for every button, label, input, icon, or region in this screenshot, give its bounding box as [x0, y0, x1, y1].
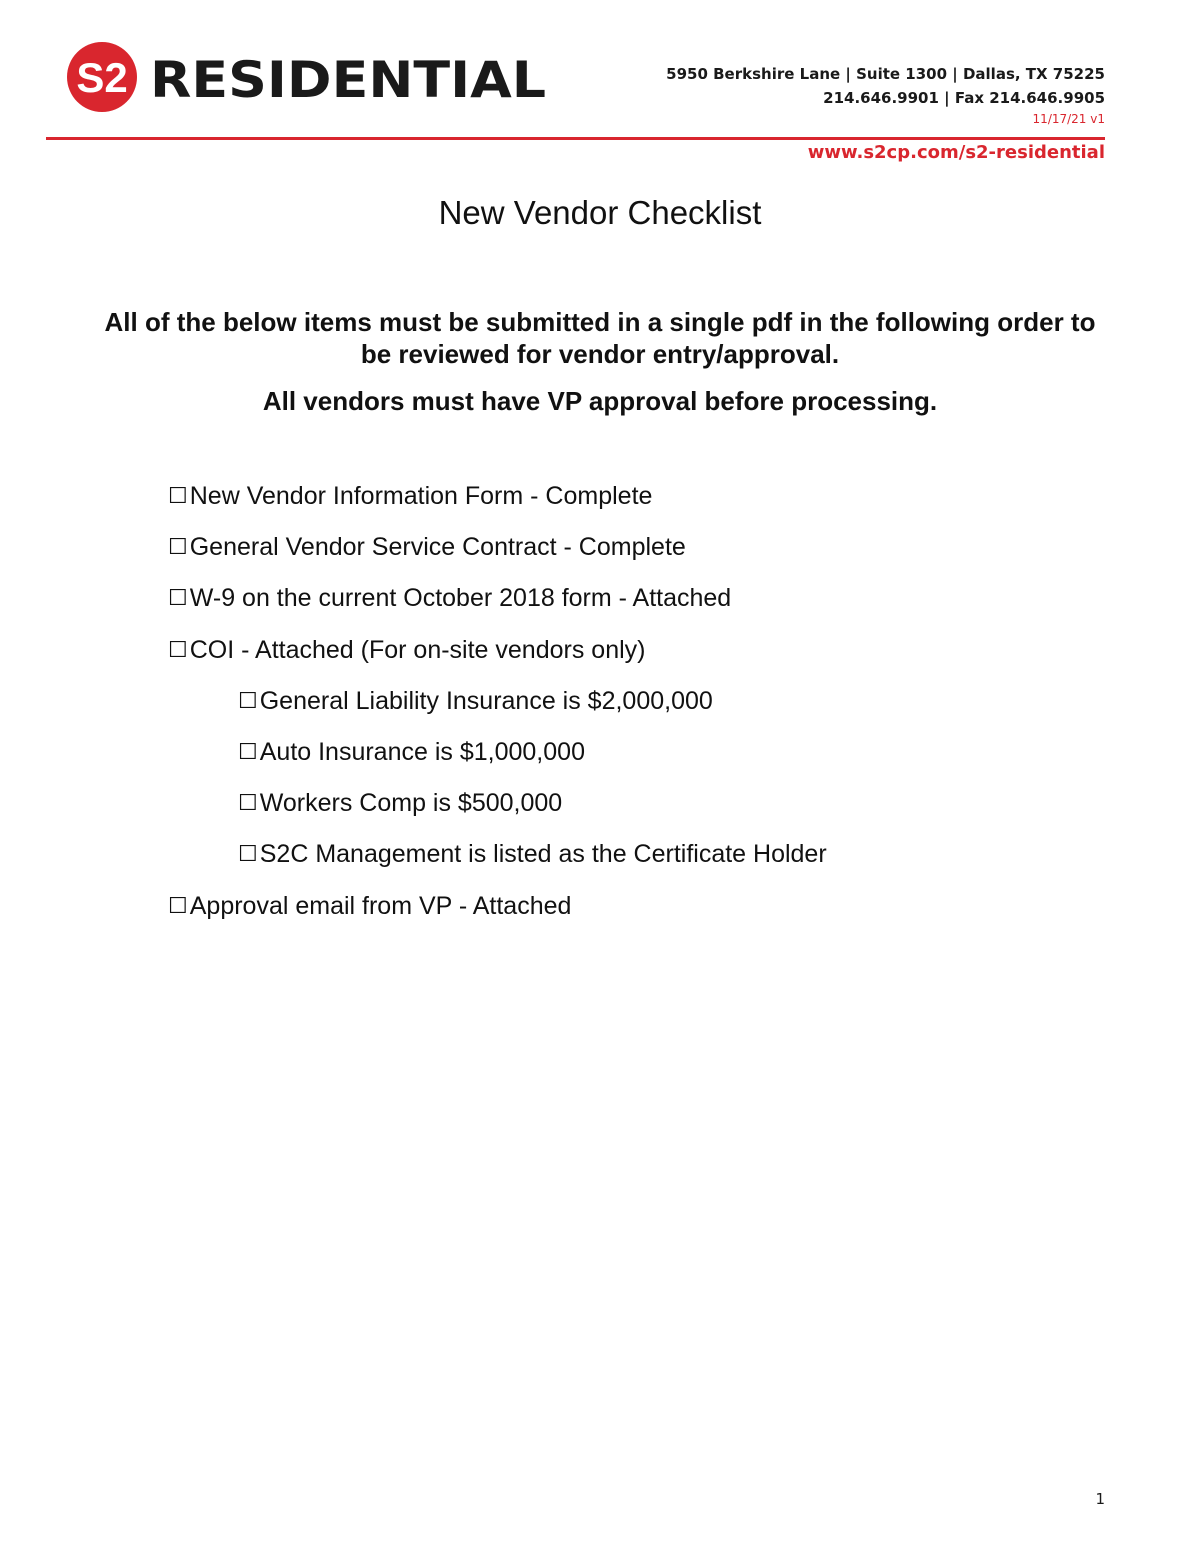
checklist-item-label: COI - Attached (For on-site vendors only) — [189, 635, 646, 664]
phone-line: 214.646.9901 | Fax 214.646.9905 — [823, 89, 1105, 107]
checklist-subitem-auto-insurance[interactable] — [168, 738, 827, 789]
contact-block — [666, 62, 1105, 128]
instructions — [100, 306, 1100, 417]
page-title: New Vendor Checklist — [438, 194, 762, 231]
checkbox-icon[interactable]: ☐ — [168, 484, 188, 509]
checkbox-icon[interactable]: ☐ — [238, 842, 258, 868]
logo-wordmark: RESIDENTIAL — [150, 51, 546, 109]
checklist-item-vp-approval-email[interactable] — [168, 892, 827, 943]
checkbox-icon[interactable]: ☐ — [168, 893, 188, 919]
checklist-subitem-workers-comp[interactable] — [168, 789, 827, 840]
checklist-item-label: W-9 on the current October 2018 form - Attached — [189, 584, 732, 613]
checklist-item-label: General Liability Insurance is $2,000,000 — [259, 686, 713, 715]
checklist-item-coi[interactable] — [168, 636, 827, 687]
address-line: 5950 Berkshire Lane | Suite 1300 | Dallas, TX 75225 — [666, 65, 1105, 83]
checklist — [168, 482, 827, 943]
website-link[interactable]: www.s2cp.com/s2-residential — [807, 142, 1105, 163]
checkbox-icon[interactable]: ☐ — [168, 586, 188, 612]
checklist-item-service-contract[interactable] — [168, 533, 827, 584]
checklist-subitem-general-liability[interactable] — [168, 687, 827, 738]
checklist-item-label: Approval email from VP - Attached — [189, 891, 572, 920]
checklist-item-label: General Vendor Service Contract - Complete — [189, 533, 686, 562]
header-divider — [46, 137, 1105, 140]
page-number: 1 — [1095, 1490, 1105, 1508]
checklist-subitem-certificate-holder[interactable] — [168, 840, 827, 891]
logo-mark-text: S2 — [76, 54, 128, 101]
instruction-vp-approval: All vendors must have VP approval before processing. — [262, 386, 938, 416]
checkbox-icon[interactable]: ☐ — [168, 535, 188, 561]
checkbox-icon[interactable]: ☐ — [168, 637, 188, 663]
checklist-item-vendor-info-form[interactable] — [168, 482, 827, 533]
checklist-item-label: S2C Management is listed as the Certificate Holder — [259, 840, 827, 869]
checkbox-icon[interactable]: ☐ — [238, 739, 258, 765]
checklist-item-label: Workers Comp is $500,000 — [259, 789, 563, 818]
checklist-item-label: Auto Insurance is $1,000,000 — [259, 737, 585, 766]
version-label: 11/17/21 v1 — [1032, 112, 1105, 126]
checkbox-icon[interactable]: ☐ — [238, 791, 258, 817]
checkbox-icon[interactable]: ☐ — [238, 688, 258, 714]
s2-residential-logo — [66, 40, 556, 116]
checklist-item-label: New Vendor Information Form - Complete — [189, 482, 653, 510]
logo-graphic — [66, 40, 556, 116]
checklist-item-w9[interactable] — [168, 584, 827, 635]
instruction-submission: All of the below items must be submitted in a single pdf in the following order to be reviewed for vendor entry/approval. — [104, 307, 1096, 369]
